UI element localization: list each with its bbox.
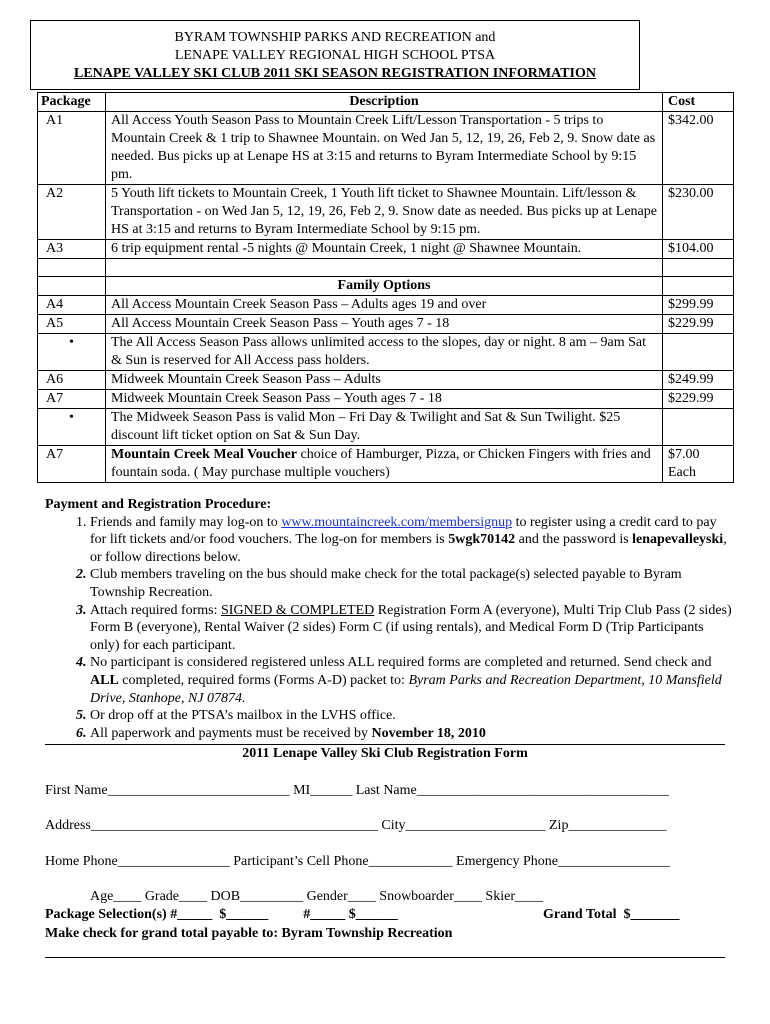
package-cost: $249.99 [663,371,734,390]
registration-form-title: 2011 Lenape Valley Ski Club Registration Form [242,746,528,761]
member-password: lenapevalleyski [632,532,724,548]
signed-completed: SIGNED & COMPLETED [221,602,375,618]
phone-fields-line[interactable]: Home Phone________________ Participant’s Cell Phone____________ Emergency Phone________________ [45,854,671,869]
procedure-step-2: 2. Club members traveling on the bus should make check for the total package(s) selected payable to Byram Township Recreation. [90,566,735,601]
table-row-note-1 [38,334,734,371]
package-cost: $342.00 [663,112,734,185]
package-cost: $230.00 [663,185,734,240]
table-row-note-2 [38,409,734,446]
header-line-2: LENAPE VALLEY REGIONAL HIGH SCHOOL PTSA [174,48,496,63]
member-signup-link[interactable]: www.mountaincreek.com/membersignup [281,514,513,530]
package-code: A2 [38,185,106,240]
step-text: All paperwork and payments must be received by [90,725,372,741]
package-desc: All Access Mountain Creek Season Pass – Adults ages 19 and over [106,296,663,315]
meal-voucher-title: Mountain Creek Meal Voucher [111,447,298,462]
package-cost: $104.00 [663,240,734,259]
col-cost: Cost [663,93,734,112]
table-row-a5 [38,315,734,334]
package-desc: Midweek Mountain Creek Season Pass – Adults [106,371,663,390]
participant-info-line[interactable]: Age____ Grade____ DOB_________ Gender____ Snowboarder____ Skier____ [90,889,543,904]
package-desc: All Access Mountain Creek Season Pass – Youth ages 7 - 18 [106,315,663,334]
table-row-a7 [38,390,734,409]
procedure-step-1 [90,514,735,567]
payment-procedure [45,496,735,742]
package-cost [663,446,734,483]
step-text: and the password is [515,532,633,548]
procedure-title: Payment and Registration Procedure: [45,497,272,512]
header-line-3: LENAPE VALLEY SKI CLUB 2011 SKI SEASON REGISTRATION INFORMATION [73,66,596,81]
package-code: A4 [38,296,106,315]
package-cost: $229.99 [663,390,734,409]
step-text: Friends and family may log-on to [90,514,282,530]
divider [45,744,725,745]
meal-voucher-desc: choice of Hamburger, Pizza, or Chicken Fingers with fries and fountain soda. ( May purchase multiple vouchers) [111,447,651,480]
table-row-a6 [38,371,734,390]
table-row-a1 [38,112,734,185]
procedure-step-3 [90,602,735,655]
name-fields-line[interactable]: First Name__________________________ MI______ Last Name____________________________________ [45,783,669,798]
step-text: No participant is considered registered unless ALL required forms are completed and returned. Send check and [90,655,712,671]
package-code: A6 [38,371,106,390]
col-package: Package [38,93,106,112]
package-desc: All Access Youth Season Pass to Mountain Creek Lift/Lesson Transportation - 5 trips to Mountain Creek & 1 trip to Shawnee Mountain. on Wed Jan 5, 12, 19, 26, Feb 2, 9. Snow date as needed. Bus picks up at Lenape HS at 3:15 and returns to Byram Intermediate School by 9:15 pm. [106,112,663,185]
grand-total-field[interactable]: Grand Total $_______ [543,907,680,922]
table-row-a4 [38,296,734,315]
procedure-step-6 [90,725,735,743]
package-desc: Midweek Mountain Creek Season Pass – Youth ages 7 - 18 [106,390,663,409]
step-text: Attach required forms: [90,602,222,618]
bottom-divider [45,957,725,958]
mailing-address: Byram Parks and Recreation Department, 10 Mansfield Drive, Stanhope, NJ 07874. [90,672,722,706]
step-text: to register using a credit card to pay for lift tickets and/or food vouchers. The log-on for members is [90,514,717,548]
package-desc: 5 Youth lift tickets to Mountain Creek, 1 Youth lift ticket to Shawnee Mountain. Lift/lesson & Transportation - on Wed Jan 5, 12, 19, 26, Feb 2, 9. Snow date as needed. Bus picks up at Lenape HS at 3:15 and returns to Byram Intermediate School by 9:15 pm. [106,185,663,240]
package-selection-line[interactable]: Package Selection(s) #_____ $______ #_____ $______ [45,907,398,922]
package-note: The All Access Season Pass allows unlimited access to the slopes, day or night. 8 am – 9am Sat & Sun is reserved for All Access pass holders. [106,334,663,371]
package-desc: 6 trip equipment rental -5 nights @ Mountain Creek, 1 night @ Shawnee Mountain. [106,240,663,259]
package-table [37,92,734,483]
bullet-icon: • [38,334,106,371]
package-cost: $299.99 [663,296,734,315]
package-note: The Midweek Season Pass is valid Mon – Fri Day & Twilight and Sat & Sun Twilight. $25 discount lift ticket option on Sat & Sun Day. [106,409,663,446]
payable-to: Make check for grand total payable to: Byram Township Recreation [45,926,453,941]
procedure-step-5: 5. Or drop off at the PTSA’s mailbox in the LVHS office. [90,707,735,725]
package-code: A7 [38,446,106,483]
package-code: A3 [38,240,106,259]
table-header-row [38,93,734,112]
step-text: completed, required forms (Forms A-D) packet to: [118,672,409,688]
address-fields-line[interactable]: Address_________________________________________ City____________________ Zip______________ [45,818,667,833]
step-text: Registration Form A (everyone), Multi Trip Club Pass (2 sides) Form B (everyone), Rental Waiver (2 sides) Form C (if using rentals), and Medical Form D (Trip Participants only) for each participant. [90,602,732,653]
meal-cost: $7.00 [668,447,700,462]
bullet-icon: • [38,409,106,446]
package-cost: $229.99 [663,315,734,334]
package-code: A7 [38,390,106,409]
step-emphasis: ALL [90,672,119,688]
deadline-date: November 18, 2010 [371,725,486,741]
member-logon-code: 5wgk70142 [448,532,516,548]
table-spacer-row [38,259,734,277]
header-line-1: BYRAM TOWNSHIP PARKS AND RECREATION and [174,30,496,45]
package-code: A5 [38,315,106,334]
package-code: A1 [38,112,106,185]
family-options-row [38,277,734,296]
table-row-a3 [38,240,734,259]
table-row-a2 [38,185,734,240]
table-row-meal-voucher [38,446,734,483]
meal-cost-unit: Each [668,465,696,480]
procedure-step-4 [90,654,735,707]
family-options-title: Family Options [106,277,663,296]
step-text: , or follow directions below. [90,532,727,565]
document-header [30,20,640,90]
package-desc [106,446,663,483]
col-description: Description [106,93,663,112]
